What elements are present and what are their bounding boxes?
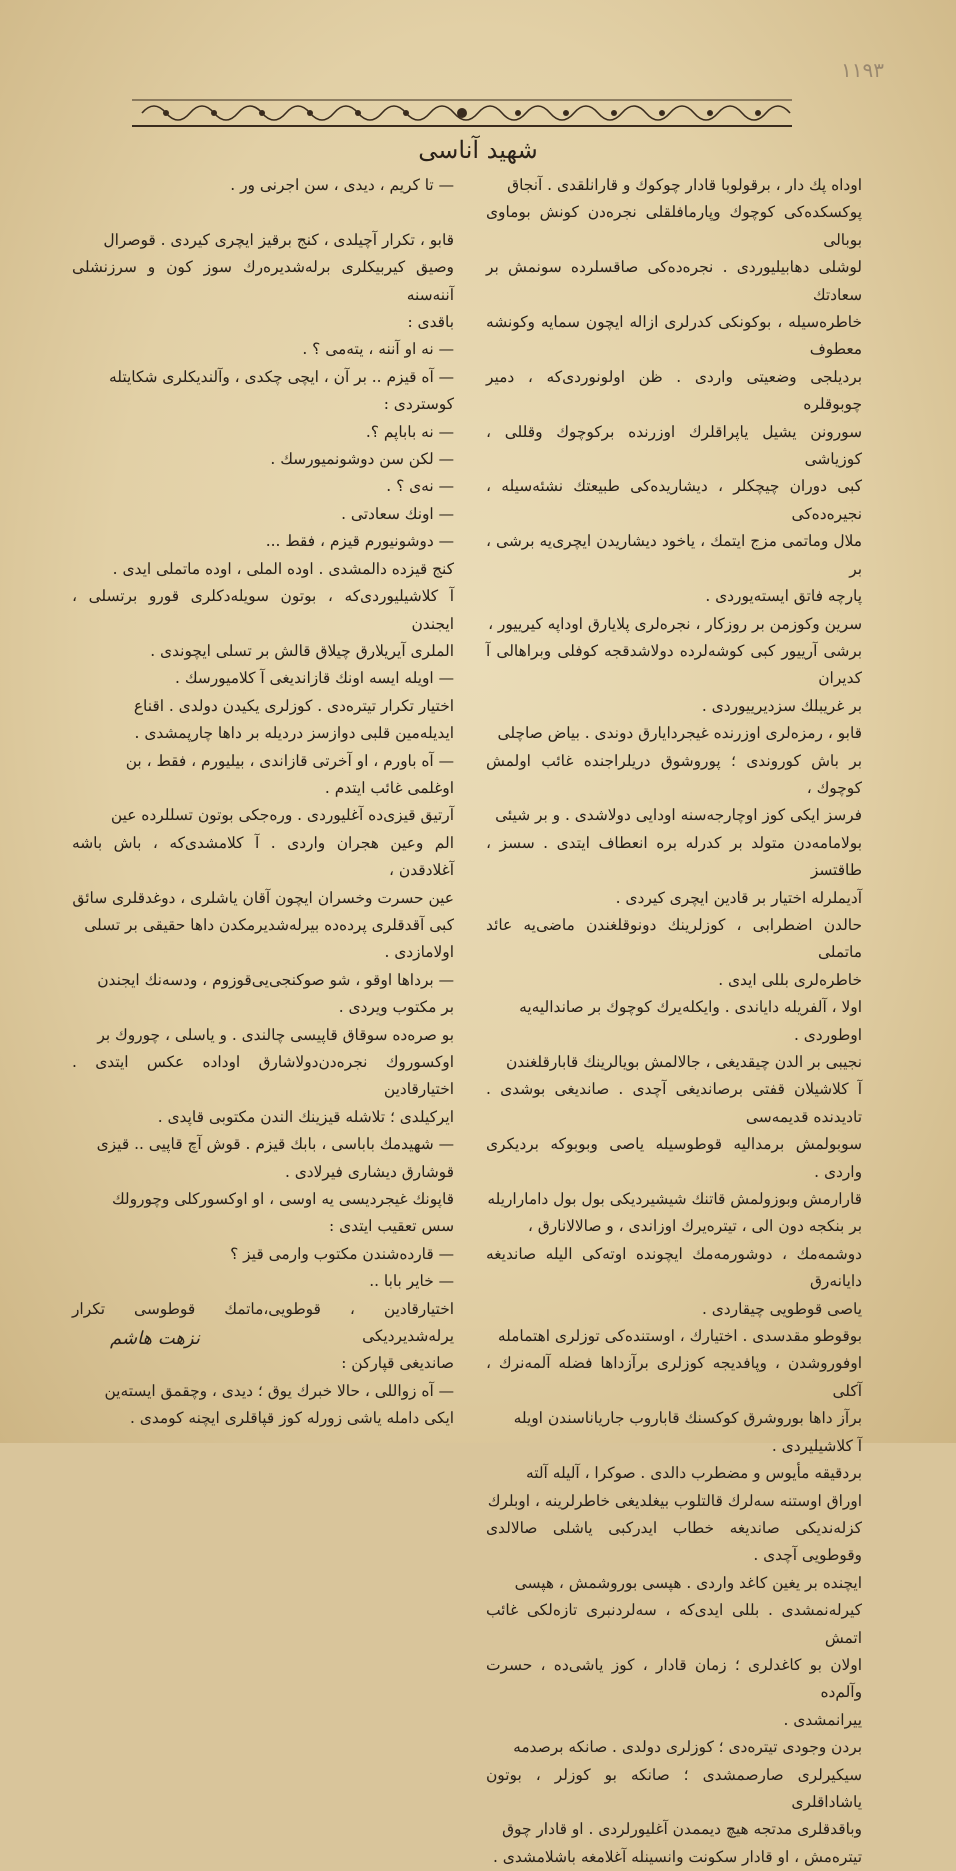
decorative-header-ornament xyxy=(132,96,792,130)
article-column-right: اوداه پك دار ، برقولوبا قادار چوکوك و قارانلقدی . آنجاق پوکسکده‌کی کوچوك وپارمافلقلی نجره‌دن کونش بوماوی بوبالی لوشلی دها‌بیلیوردی . نجره‌ده‌کی صاقسلرده سونمش بر سعادتك خاطره‌سیله ، بوکونکی کدرلری ازاله ایچون سمایه وکونشه معطوف بردیلجی وضعیتی واردی . ظن اولونوردی‌که ، دمیر چوبوقلره سورونن یشیل یاپراقلرك اوزرنده برکوچوك وقللی ، کوزیاشی کبی دوران چیچکلر ، دیشاریده‌کی طبیعتك نشئه‌سیله ، نجیره‌ده‌کی ملال وماتمی مزج ایتمك ، یاخود دیشاریدن ایچری‌یه برشی ، بر پارچه فاتق ایسته‌یوردی . سرین وکوزمن بر روزکار ، نجره‌لری پلایارق اوداپه کیرییور ، برشی آرییور کبی کوشه‌لرده دولاشدقجه کوفلی وبراهالی آ کدیران بر غریبلك سزدیرییوردی . قابو ، رمزه‌لری اوزرنده غیجردایارق دوندی . بیاض صاچلی بر باش کوروندی ؛ پوروشوق دریلراجنده غائب اولمش کوچوك ، فرسز ایکی کوز اوچارجه‌سنه اودایی دولاشدی . و بر شیئی بولامامه‌دن متولد بر کدرله بره انعطاف ایتدی . سسز ، طاقتسز آدیملرله اختیار بر قادین ایچری کیردی . حالدن اضطرابی ، کوزلرینك دونوقلغندن ماضی‌یه عائد ماتملی خاطره‌لری بللی ایدی . اولا ، آلفریله دایاندی . وایکله‌یرك کوچوك بر صاندالیه‌یه اوطوردی . نجیبی بر الدن چیقدیغی ، جالالمش بویالرینك قابارقلغندن آ کلاشیلان قفتی برصاندیغی آچدی . صاندیغی بوشدی . تادیدنده قدیمه‌سی سوبولمش برمدالیه قوطوسیله یاصی وبوبوکه بردیکری واردی . قارارمش وبوزولمش قاتنك شیشیردیکی بول بول داماراریله بر بنکجه دون الی ، تیتره‌یرك اوزاندی ، و صالالانارق ، دوشمه‌مك ، دوشورمه‌مك ایچونده اوته‌کی الیله صاندیغه دایانه‌رق یاصی قوطویی چیقاردی . بوقوطو مقدسدی . اختیارك ، اوستنده‌کی توزلری اهتمامله اوفوروشدن ، وپافدیجه کوزلری برآزداها فضله آلمه‌نرك ، آکلی برآز داها بوروشرق کوکسنك قاباروب جاریاناسندن اویله آ کلاشیلیردی . بردقیقه مأیوس و مضطرب دالدی . صوکرا ، آلیله آلته اوراق اوستنه سه‌لرك قالتلوب بیغلدیغی خاطرلرینه ، اوبلرك کزله‌ندیکی صاندیغه خطاب ایدرکبی یاشلی صالالدی وقوطویی آچدی . ایچنده بر یغین کاغد واردی . هپسی بوروشمش ، هپسی کیرله‌نمشدی . بللی ایدی‌که ، سه‌لردنبری تازه‌لکی غائب اتمش اولان بو کاغدلری ؛ زمان قادار ، کوز یاشی‌ده ، حسرت وآلم‌ده ییرانمشدی . بردن وجودی تیتره‌دی ؛ کوزلری دولدی . صانکه برصدمه سیکیرلری صارصمشدی ؛ صانکه بو کوزلر ، بوتون یاشاداقلری وباقدقلری مدتجه هیچ دیممدن آغلیورلردی . او قادار چوق تیتره‌مش ، او قادار سکونت وانسینله آغلامغه باشلامشدی . xyxy=(486,176,862,1866)
page-number: ١١٩٣ xyxy=(841,58,884,82)
article-column-left: — تا کریم ، دیدی ، سن اجرنی ور . قابو ، تکرار آچیلدی ، کنج برقیز ایچری کیردی . قوصرال وصیق کیربیکلری برله‌شدیره‌رك سوز کون و سرزنشلی آننه‌سنه باقدی : — نه او آننه ، یته‌می ؟ . — آه قیزم .. بر آن ، ایچی چکدی ، وآلندیکلری شکایتله کوستردی : — نه باباپم ؟. — لکن سن دوشونمیورسك . — نه‌ی ؟ . — اونك سعادتی . — دوشونیورم قیزم ، فقط ... کنج قیزده دالمشدی . اوده الملی ، اوده ماتملی ایدی . آ کلاشیلیوردی‌که ، بوتون سویله‌دکلری قورو برتسلی ، ایجندن الملری آیریلارق چیلاق قالش بر تسلی ایچوندی . — اویله ایسه اونك قازاندیغی آ کلامیورسك . اختیار تکرار تیتره‌دی . کوزلری یکیدن دولدی . اقناع ایدیله‌مین قلبی دوازسز دردیله بر داها چارپمشدی . — آه باورم ، او آخرتی قازاندی ، بیلیورم ، فقط ، بن اوغلمی غائب ایتدم . آرتیق قیزی‌ده آغلیوردی . وره‌جکی بوتون تسللرده عین الم وعین هجران واردی . آ کلامشدی‌که ، باش باشه آغلادقدن ، عین حسرت وخسران ایچون آقان یاشلری ، دوغدقلری سائق کبی آقدقلری پرده‌ده بیرله‌شدیرمکدن داها حقیقی بر تسلی اولامازدی . — برداها اوقو ، شو صوکنجی‌یی‌قوزوم ، ودسه‌نك ایجندن بر مکتوب ویردی . بو صره‌ده سوقاق قاپیسی چالندی . و یاسلی ، چوروك بر اوکسوروك نجره‌دن‌دولاشارق اوداده عکس ایتدی . اختیارقادین ایرکیلدی ؛ تلاشله قیزینك الندن مکتوبی قاپدی . — شهیدمك باباسی ، بابك قیزم . قوش آچ قاپیی .. قیزی قوشارق دیشاری فیرلادی . قاپونك غیجردیسی یه اوسی ، او اوکسورکلی وچورولك سس تعقیب ایتدی : — قارده‌شندن مکتوب وارمی قیز ؟ — خایر بابا .. اختیارقادین ، قوطویی،ماتمك قوطوسی تکرار یرله‌شدیردیکی صاندیغی قپارکن : — آه زواللی ، حالا خبرك یوق ؛ دیدی ، وچقمق ایسته‌ین ایکی دامله یاشی زورله کوز قپاقلری ایچنه کومدی . xyxy=(72,176,454,1428)
article-title: شهید آناسی xyxy=(418,136,538,164)
author-signature: نزهت هاشم xyxy=(110,1328,200,1349)
